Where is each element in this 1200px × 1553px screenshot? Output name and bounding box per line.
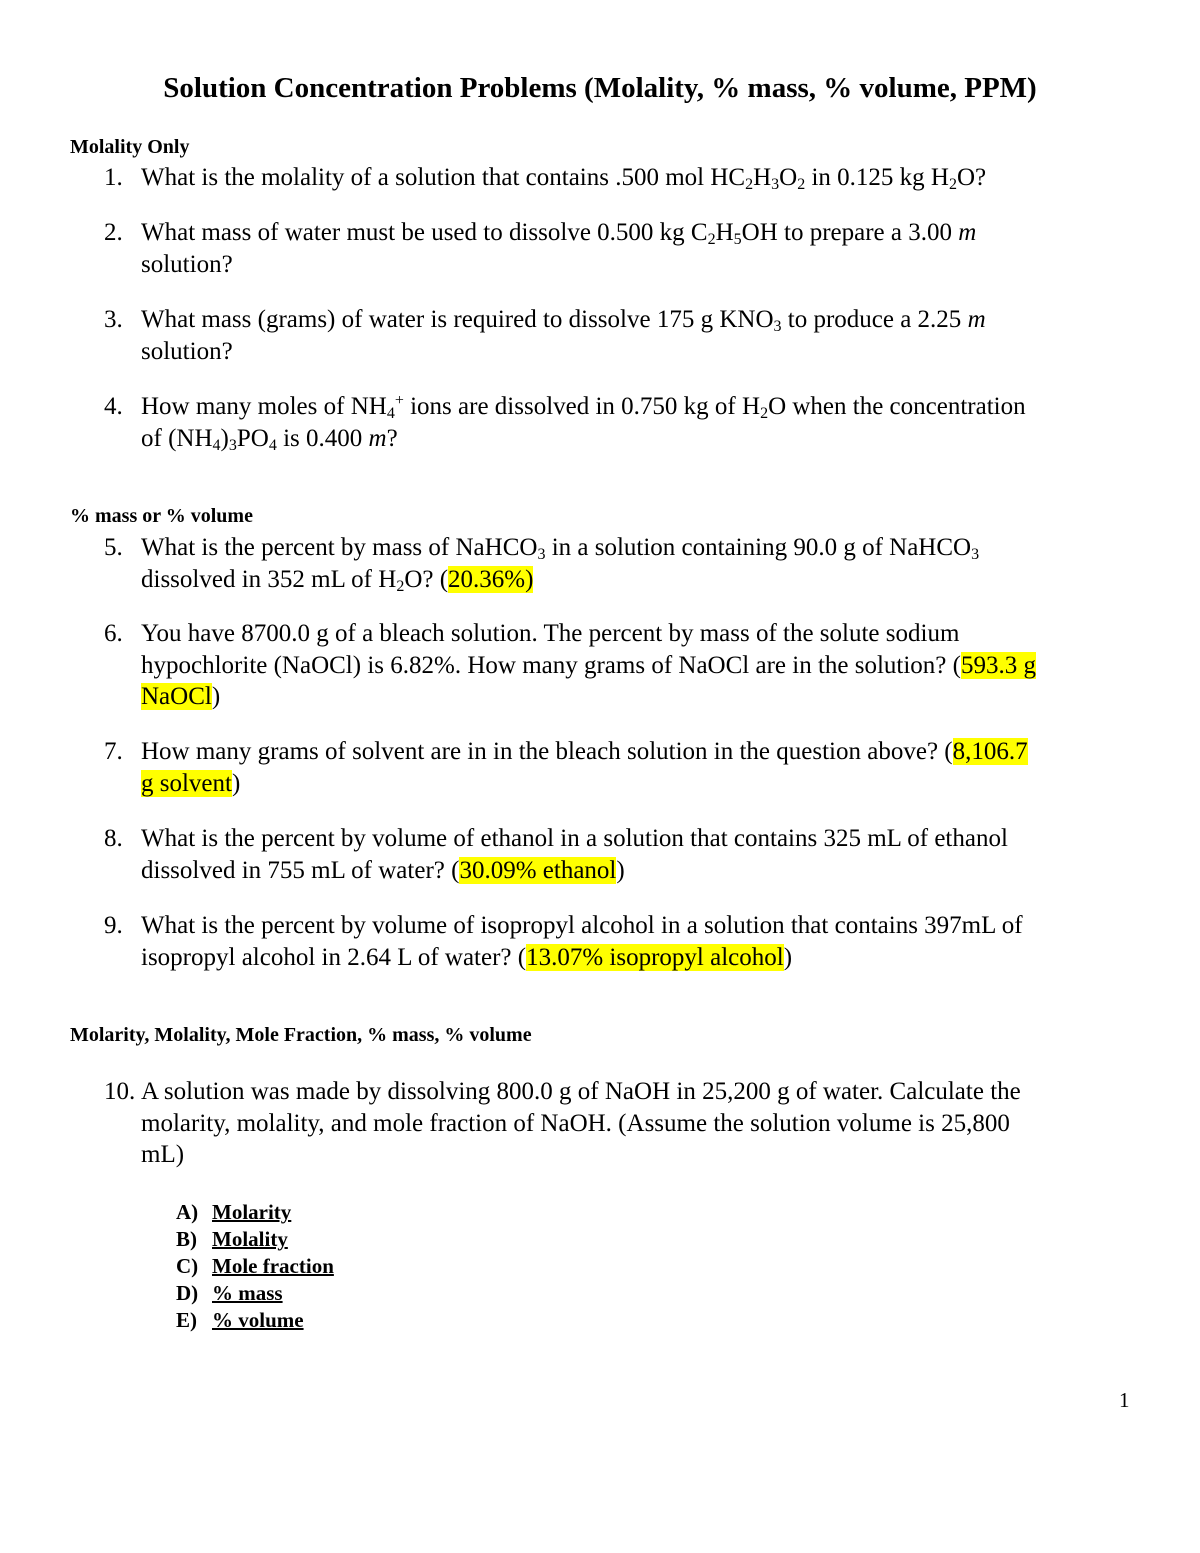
text-segment: is 0.400 bbox=[276, 424, 369, 452]
part-label: % mass bbox=[212, 1281, 283, 1305]
part-e bbox=[176, 1307, 334, 1334]
text-segment: You have 8700.0 g of a bleach solution. The percent by mass of the solute sodium bbox=[141, 620, 960, 647]
question-number: 2. bbox=[104, 219, 123, 246]
subscript: 4 bbox=[386, 405, 395, 422]
text-segment: molarity, molality, and mole fraction of NaOH. (Assume the solution volume is 25,800 bbox=[141, 1109, 1010, 1137]
subscript: 3 bbox=[228, 436, 237, 454]
text-segment: hypochlorite (NaOCl) is 6.82%. How many grams of NaOCl are in the solution? ( bbox=[141, 651, 961, 679]
subscript: 2 bbox=[760, 405, 769, 422]
part-c bbox=[176, 1253, 334, 1280]
subscript: 3 bbox=[773, 318, 782, 335]
text-segment: m bbox=[967, 306, 986, 333]
text-line bbox=[141, 336, 1141, 368]
text-line bbox=[141, 423, 1141, 455]
question-text bbox=[141, 910, 1141, 973]
part-letter: B) bbox=[176, 1227, 197, 1251]
part-letter: A) bbox=[176, 1200, 199, 1224]
text-segment: What is the percent by volume of isopropyl alcohol in a solution that contains 397mL of bbox=[141, 912, 1023, 939]
question-number: 7. bbox=[104, 738, 123, 765]
highlighted-answer: 13.07% isopropyl alcohol bbox=[526, 943, 784, 971]
text-segment: A solution was made by dissolving 800.0 g of NaOH in 25,200 g of water. Calculate the bbox=[141, 1078, 1021, 1105]
part-b bbox=[176, 1226, 334, 1253]
text-segment: in 0.125 kg H bbox=[805, 164, 949, 191]
question-number: 5. bbox=[104, 534, 123, 561]
highlighted-answer: 8,106.7 bbox=[952, 738, 1028, 765]
text-segment: ) bbox=[220, 424, 229, 452]
page-title: Solution Concentration Problems (Molality, % mass, % volume, PPM) bbox=[163, 72, 1037, 104]
section-heading-molality: Molality Only bbox=[70, 136, 190, 158]
text-segment: OH to prepare a 3.00 bbox=[741, 219, 959, 246]
subscript: 3 bbox=[771, 176, 780, 193]
question-text bbox=[141, 618, 1141, 713]
subscript: 4 bbox=[212, 436, 221, 454]
text-segment: H bbox=[715, 219, 734, 246]
question-text bbox=[141, 304, 1141, 367]
text-segment: ions are dissolved in 0.750 kg of H bbox=[403, 393, 761, 420]
text-segment: to produce a 2.25 bbox=[781, 306, 968, 333]
text-segment: O? ( bbox=[404, 565, 449, 593]
text-segment: What mass of water must be used to dissolve 0.500 kg C bbox=[141, 219, 708, 246]
question-number: 10. bbox=[104, 1078, 136, 1105]
section-heading-percent: % mass or % volume bbox=[70, 505, 253, 527]
part-letter: D) bbox=[176, 1281, 199, 1305]
highlighted-answer: g solvent bbox=[141, 769, 232, 797]
text-line bbox=[141, 217, 1141, 249]
subscript: 2 bbox=[745, 176, 754, 193]
text-segment: of (NH bbox=[141, 424, 213, 452]
text-segment: What mass (grams) of water is required to dissolve 175 g KNO bbox=[141, 306, 774, 333]
text-segment: dissolved in 755 mL of water? ( bbox=[141, 856, 460, 884]
part-d bbox=[176, 1280, 334, 1307]
text-line bbox=[141, 855, 1141, 887]
subscript: 4 bbox=[268, 436, 277, 454]
question-number: 1. bbox=[104, 164, 123, 191]
question-number: 8. bbox=[104, 825, 123, 852]
text-line bbox=[141, 681, 1141, 713]
text-segment: solution? bbox=[141, 250, 233, 278]
text-segment: mL) bbox=[141, 1141, 185, 1168]
text-segment: How many grams of solvent are in in the bleach solution in the question above? ( bbox=[141, 738, 953, 765]
subscript: 3 bbox=[537, 546, 546, 563]
question-10-parts bbox=[176, 1199, 334, 1334]
text-segment: H bbox=[753, 164, 772, 191]
question-number: 4. bbox=[104, 393, 123, 420]
text-segment: What is the percent by mass of NaHCO bbox=[141, 534, 538, 561]
text-line bbox=[141, 823, 1141, 855]
text-segment: How many moles of NH bbox=[141, 393, 387, 420]
text-segment: isopropyl alcohol in 2.64 L of water? ( bbox=[141, 943, 527, 971]
part-letter: C) bbox=[176, 1254, 199, 1278]
text-segment: O when the concentration bbox=[768, 393, 1026, 420]
text-line bbox=[141, 532, 1141, 564]
page-number: 1 bbox=[1119, 1388, 1130, 1412]
superscript: + bbox=[394, 392, 404, 409]
question-text bbox=[141, 162, 1141, 194]
question-text bbox=[141, 532, 1141, 595]
part-label: Mole fraction bbox=[212, 1254, 334, 1278]
part-label: Molarity bbox=[212, 1200, 292, 1224]
question-number: 9. bbox=[104, 912, 123, 939]
part-label: Molality bbox=[212, 1227, 288, 1251]
part-label: % volume bbox=[212, 1308, 304, 1332]
text-segment: dissolved in 352 mL of H bbox=[141, 565, 397, 593]
text-segment: ? bbox=[386, 424, 398, 452]
text-segment: O bbox=[779, 164, 798, 191]
text-line bbox=[141, 304, 1141, 336]
highlighted-answer: 30.09% ethanol bbox=[459, 856, 617, 884]
text-segment: solution? bbox=[141, 337, 233, 365]
question-number: 3. bbox=[104, 306, 123, 333]
text-line bbox=[141, 564, 1141, 596]
question-text bbox=[141, 736, 1141, 799]
subscript: 2 bbox=[396, 577, 405, 595]
text-line bbox=[141, 910, 1141, 942]
part-letter: E) bbox=[176, 1308, 197, 1332]
question-number: 6. bbox=[104, 620, 123, 647]
subscript: 2 bbox=[948, 176, 957, 193]
text-segment: What is the percent by volume of ethanol in a solution that contains 325 mL of ethanol bbox=[141, 825, 1008, 852]
text-segment: PO bbox=[236, 424, 269, 452]
text-segment: in a solution containing 90.0 g of NaHCO bbox=[545, 534, 972, 561]
highlighted-answer: 593.3 g bbox=[960, 651, 1036, 679]
text-line bbox=[141, 249, 1141, 281]
text-line bbox=[141, 768, 1141, 800]
subscript: 2 bbox=[797, 176, 806, 193]
text-line bbox=[141, 1139, 1141, 1171]
section-heading-mixed: Molarity, Molality, Mole Fraction, % mass, % volume bbox=[70, 1024, 532, 1046]
subscript: 2 bbox=[707, 231, 716, 248]
text-segment: m bbox=[958, 219, 977, 246]
question-text bbox=[141, 823, 1141, 886]
text-segment: m bbox=[368, 424, 387, 452]
subscript: 5 bbox=[733, 231, 742, 248]
text-line bbox=[141, 942, 1141, 974]
text-line bbox=[141, 1076, 1141, 1108]
text-segment: ) bbox=[211, 683, 221, 710]
highlighted-answer: 20.36%) bbox=[448, 565, 534, 593]
text-segment: ) bbox=[616, 856, 625, 884]
text-line bbox=[141, 162, 1141, 194]
subscript: 3 bbox=[971, 546, 980, 563]
text-line bbox=[141, 618, 1141, 650]
part-a bbox=[176, 1199, 334, 1226]
text-segment: ) bbox=[783, 943, 793, 971]
text-line bbox=[141, 736, 1141, 768]
question-text bbox=[141, 217, 1141, 280]
text-line bbox=[141, 650, 1141, 682]
text-line bbox=[141, 391, 1141, 423]
question-text bbox=[141, 391, 1141, 454]
question-text bbox=[141, 1076, 1141, 1171]
text-segment: ) bbox=[231, 769, 241, 797]
text-segment: O? bbox=[956, 164, 987, 191]
text-line bbox=[141, 1108, 1141, 1140]
highlighted-answer: NaOCl bbox=[141, 683, 212, 710]
text-segment: What is the molality of a solution that contains .500 mol HC bbox=[141, 164, 746, 191]
